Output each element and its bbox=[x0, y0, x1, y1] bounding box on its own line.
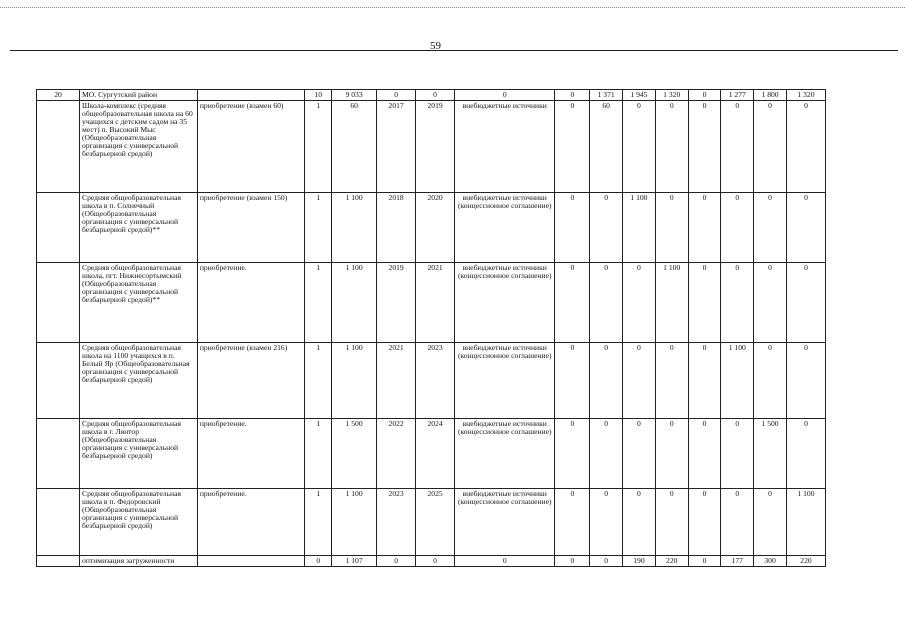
table-row bbox=[37, 343, 826, 419]
table-row bbox=[37, 263, 826, 343]
table-row bbox=[37, 193, 826, 263]
cell-name: Средняя общеобразовательная школа в г. Лянтор (Общеобразовательная организация с универсальной безбарьерной средой) bbox=[80, 419, 198, 489]
cell-v5: 0 bbox=[688, 101, 721, 193]
cell-v7: 0 bbox=[754, 263, 787, 343]
cell-qty: 0 bbox=[305, 556, 332, 567]
cell-v6: 1 277 bbox=[721, 90, 754, 101]
cell-end: 2024 bbox=[416, 419, 455, 489]
cell-type: приобретение (взамен 60) bbox=[197, 101, 305, 193]
cell-v1: 0 bbox=[555, 101, 590, 193]
cell-end: 0 bbox=[416, 556, 455, 567]
cell-v6: 177 bbox=[721, 556, 754, 567]
cell-qty: 1 bbox=[305, 193, 332, 263]
cell-qty: 1 bbox=[305, 419, 332, 489]
cell-power: 9 033 bbox=[332, 90, 377, 101]
cell-type: приобретение (взамен 150) bbox=[197, 193, 305, 263]
cell-v1: 0 bbox=[555, 193, 590, 263]
cell-end: 0 bbox=[416, 90, 455, 101]
cell-name: МО. Сургутский район bbox=[80, 90, 198, 101]
cell-power: 1 500 bbox=[332, 419, 377, 489]
cell-v7: 0 bbox=[754, 489, 787, 556]
cell-type bbox=[197, 90, 305, 101]
cell-v1: 0 bbox=[555, 90, 590, 101]
capacity-table bbox=[36, 89, 826, 567]
cell-v4: 0 bbox=[655, 489, 688, 556]
cell-v5: 0 bbox=[688, 343, 721, 419]
cell-source: внебюджетные источники (концессионное соглашение) bbox=[455, 263, 555, 343]
table-row-district bbox=[37, 90, 826, 101]
cell-num bbox=[37, 193, 80, 263]
cell-v7: 1 500 bbox=[754, 419, 787, 489]
cell-v2: 60 bbox=[590, 101, 623, 193]
cell-power: 1 100 bbox=[332, 489, 377, 556]
cell-name: оптимизация загруженности bbox=[80, 556, 198, 567]
cell-v1: 0 bbox=[555, 489, 590, 556]
cell-v8: 220 bbox=[786, 556, 825, 567]
cell-power: 1 107 bbox=[332, 556, 377, 567]
page-number: 59 bbox=[430, 40, 441, 52]
cell-v3: 190 bbox=[623, 556, 656, 567]
cell-type: приобретение. bbox=[197, 263, 305, 343]
cell-start: 2021 bbox=[377, 343, 416, 419]
cell-name: Средняя общеобразовательная школа в п. Федоровский (Общеобразовательная организация с универсальной безбарьерной средой) bbox=[80, 489, 198, 556]
cell-start: 2019 bbox=[377, 263, 416, 343]
cell-num bbox=[37, 489, 80, 556]
cell-v7: 1 800 bbox=[754, 90, 787, 101]
cell-end: 2020 bbox=[416, 193, 455, 263]
cell-start: 2022 bbox=[377, 419, 416, 489]
cell-power: 1 100 bbox=[332, 193, 377, 263]
cell-name: Средняя общеобразовательная школа в п. Солнечный (Общеобразовательная организация с универсальной безбарьерной средой)** bbox=[80, 193, 198, 263]
cell-power: 1 100 bbox=[332, 343, 377, 419]
cell-v1: 0 bbox=[555, 556, 590, 567]
cell-v5: 0 bbox=[688, 263, 721, 343]
cell-end: 2025 bbox=[416, 489, 455, 556]
cell-v7: 0 bbox=[754, 193, 787, 263]
cell-v5: 0 bbox=[688, 419, 721, 489]
cell-v3: 0 bbox=[623, 101, 656, 193]
cell-end: 2023 bbox=[416, 343, 455, 419]
scan-top-edge bbox=[0, 7, 905, 8]
cell-v8: 0 bbox=[786, 343, 825, 419]
cell-v8: 0 bbox=[786, 263, 825, 343]
cell-v8: 1 320 bbox=[786, 90, 825, 101]
cell-v6: 0 bbox=[721, 489, 754, 556]
cell-source: внебюджетные источники (концессионное соглашение) bbox=[455, 193, 555, 263]
cell-start: 0 bbox=[377, 556, 416, 567]
cell-v3: 0 bbox=[623, 489, 656, 556]
cell-v8: 1 100 bbox=[786, 489, 825, 556]
cell-v6: 0 bbox=[721, 101, 754, 193]
cell-source: внебюджетные источники (концессионное соглашение) bbox=[455, 343, 555, 419]
table-row bbox=[37, 489, 826, 556]
cell-v2: 0 bbox=[590, 419, 623, 489]
cell-v4: 1 100 bbox=[655, 263, 688, 343]
cell-v7: 0 bbox=[754, 101, 787, 193]
cell-v7: 0 bbox=[754, 343, 787, 419]
cell-v3: 0 bbox=[623, 343, 656, 419]
cell-v6: 1 100 bbox=[721, 343, 754, 419]
cell-v1: 0 bbox=[555, 263, 590, 343]
cell-v6: 0 bbox=[721, 263, 754, 343]
cell-source: внебюджетные источники bbox=[455, 101, 555, 193]
cell-qty: 1 bbox=[305, 263, 332, 343]
cell-v5: 0 bbox=[688, 556, 721, 567]
cell-qty: 1 bbox=[305, 101, 332, 193]
cell-name: Школа-комплекс (средняя общеобразовательная школа на 60 учащихся с детским садом на 35 мест) п. Высокий Мыс (Общеобразовательная организация с универсальной безбарьерной средой) bbox=[80, 101, 198, 193]
cell-qty: 10 bbox=[305, 90, 332, 101]
cell-end: 2021 bbox=[416, 263, 455, 343]
cell-type bbox=[197, 556, 305, 567]
cell-v6: 0 bbox=[721, 419, 754, 489]
cell-type: приобретение. bbox=[197, 489, 305, 556]
cell-v3: 0 bbox=[623, 263, 656, 343]
cell-qty: 1 bbox=[305, 343, 332, 419]
table-row-optimization bbox=[37, 556, 826, 567]
table-row bbox=[37, 101, 826, 193]
cell-v5: 0 bbox=[688, 193, 721, 263]
cell-v7: 300 bbox=[754, 556, 787, 567]
cell-qty: 1 bbox=[305, 489, 332, 556]
cell-v4: 220 bbox=[655, 556, 688, 567]
cell-v3: 0 bbox=[623, 419, 656, 489]
cell-name: Средняя общеобразовательная школа, пгт. Нижнесортымский (Общеобразовательная организация с универсальной безбарьерной средой)** bbox=[80, 263, 198, 343]
cell-v2: 0 bbox=[590, 556, 623, 567]
cell-v1: 0 bbox=[555, 343, 590, 419]
cell-num bbox=[37, 556, 80, 567]
cell-v3: 1 945 bbox=[623, 90, 656, 101]
cell-v2: 1 371 bbox=[590, 90, 623, 101]
cell-end: 2019 bbox=[416, 101, 455, 193]
cell-v2: 0 bbox=[590, 489, 623, 556]
page-header-rule bbox=[10, 50, 898, 51]
cell-source: 0 bbox=[455, 556, 555, 567]
cell-v8: 0 bbox=[786, 419, 825, 489]
cell-num: 20 bbox=[37, 90, 80, 101]
cell-type: приобретение. bbox=[197, 419, 305, 489]
cell-num bbox=[37, 419, 80, 489]
cell-power: 1 100 bbox=[332, 263, 377, 343]
cell-name: Средняя общеобразовательная школа на 1100 учащихся в п. Белый Яр (Общеобразовательная организация с универсальной безбарьерной средой) bbox=[80, 343, 198, 419]
cell-v2: 0 bbox=[590, 343, 623, 419]
cell-num bbox=[37, 101, 80, 193]
cell-v5: 0 bbox=[688, 90, 721, 101]
cell-v3: 1 100 bbox=[623, 193, 656, 263]
table-row bbox=[37, 419, 826, 489]
cell-v4: 0 bbox=[655, 419, 688, 489]
cell-start: 2017 bbox=[377, 101, 416, 193]
cell-start: 2023 bbox=[377, 489, 416, 556]
cell-v6: 0 bbox=[721, 193, 754, 263]
cell-v1: 0 bbox=[555, 419, 590, 489]
cell-v4: 0 bbox=[655, 343, 688, 419]
cell-source: внебюджетные источники (концессионное соглашение) bbox=[455, 489, 555, 556]
cell-v8: 0 bbox=[786, 101, 825, 193]
cell-power: 60 bbox=[332, 101, 377, 193]
cell-num bbox=[37, 263, 80, 343]
cell-type: приобретение (взамен 216) bbox=[197, 343, 305, 419]
cell-start: 2018 bbox=[377, 193, 416, 263]
cell-v2: 0 bbox=[590, 263, 623, 343]
cell-source: внебюджетные источники (концессионное соглашение) bbox=[455, 419, 555, 489]
cell-v4: 0 bbox=[655, 101, 688, 193]
cell-v2: 0 bbox=[590, 193, 623, 263]
cell-source: 0 bbox=[455, 90, 555, 101]
cell-v8: 0 bbox=[786, 193, 825, 263]
cell-num bbox=[37, 343, 80, 419]
cell-v5: 0 bbox=[688, 489, 721, 556]
cell-v4: 0 bbox=[655, 193, 688, 263]
cell-start: 0 bbox=[377, 90, 416, 101]
cell-v4: 1 320 bbox=[655, 90, 688, 101]
